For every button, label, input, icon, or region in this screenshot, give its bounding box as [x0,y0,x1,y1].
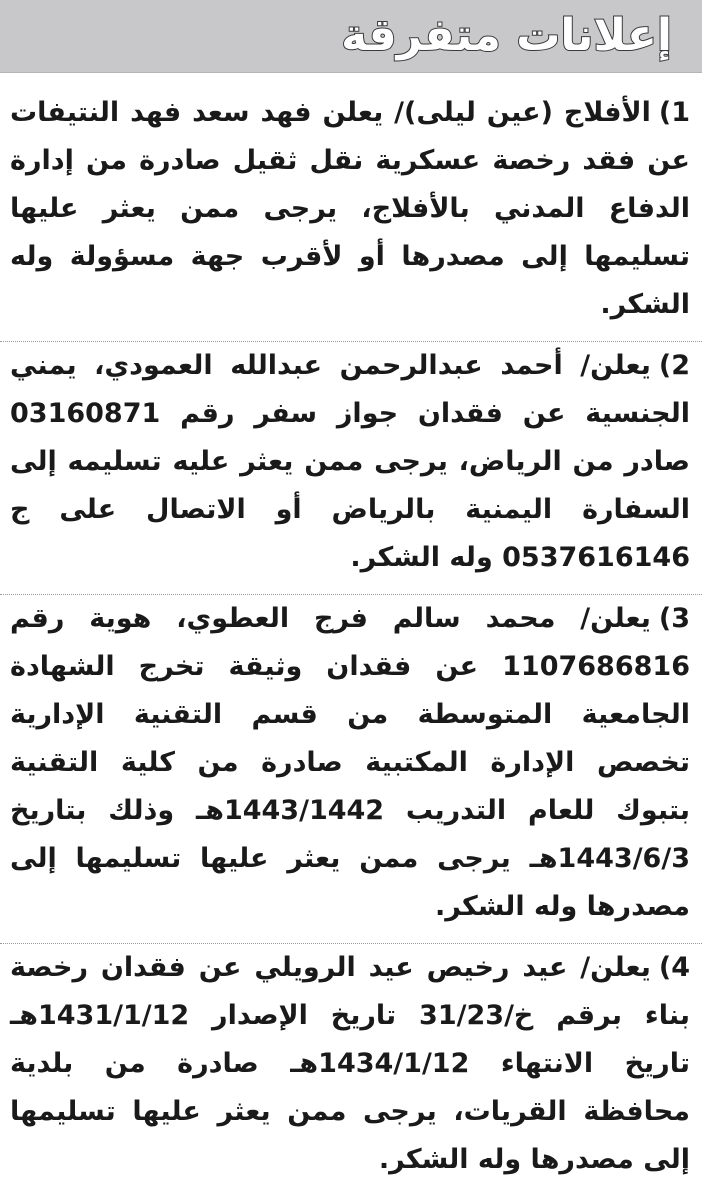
ad-text: الأفلاج (عين ليلى)/ يعلن فهد سعد فهد النتيفات عن فقد رخصة عسكرية نقل ثقيل صادرة من إدارة الدفاع المدني بالأفلاج، يرجى ممن يعثر عليها تسليمها إلى مصدرها أو لأقرب جهة مسؤولة وله الشكر. [10,97,690,320]
ad-item-3 [0,595,702,931]
ad-item-4 [0,944,702,1184]
ad-number: 4) [658,952,690,983]
section-header [0,0,702,73]
ad-text: يعلن/ عيد رخيص عيد الرويلي عن فقدان رخصة بناء برقم خ/31/23 تاريخ الإصدار 1431/1/12هـ تاريخ الانتهاء 1434/1/12هـ صادرة من بلدية محافظة القريات، يرجى ممن يعثر عليها تسليمها إلى مصدرها وله الشكر. [10,952,690,1175]
ad-text: يعلن/ أحمد عبدالرحمن عبدالله العمودي، يمني الجنسية عن فقدان جواز سفر رقم 03160871 صادر من الرياض، يرجى ممن يعثر عليه تسليمه إلى السفارة اليمنية بالرياض أو الاتصال على ج 0537616146 وله الشكر. [10,350,690,573]
ad-number: 1) [658,97,690,128]
ad-number: 3) [658,603,690,634]
section-title: إعلانات متفرقة [341,10,672,61]
ads-list [0,73,702,1184]
ad-number: 2) [658,350,690,381]
ad-text: يعلن/ محمد سالم فرج العطوي، هوية رقم 1107686816 عن فقدان وثيقة تخرج الشهادة الجامعية المتوسطة من قسم التقنية الإدارية تخصص الإدارة المكتبية صادرة من كلية التقنية بتبوك للعام التدريب 1443/1442هـ وذلك بتاريخ 1443/6/3هـ يرجى ممن يعثر عليها تسليمها إلى مصدرها وله الشكر. [10,603,690,922]
ad-item-2 [0,342,702,582]
ad-item-1 [0,73,702,329]
